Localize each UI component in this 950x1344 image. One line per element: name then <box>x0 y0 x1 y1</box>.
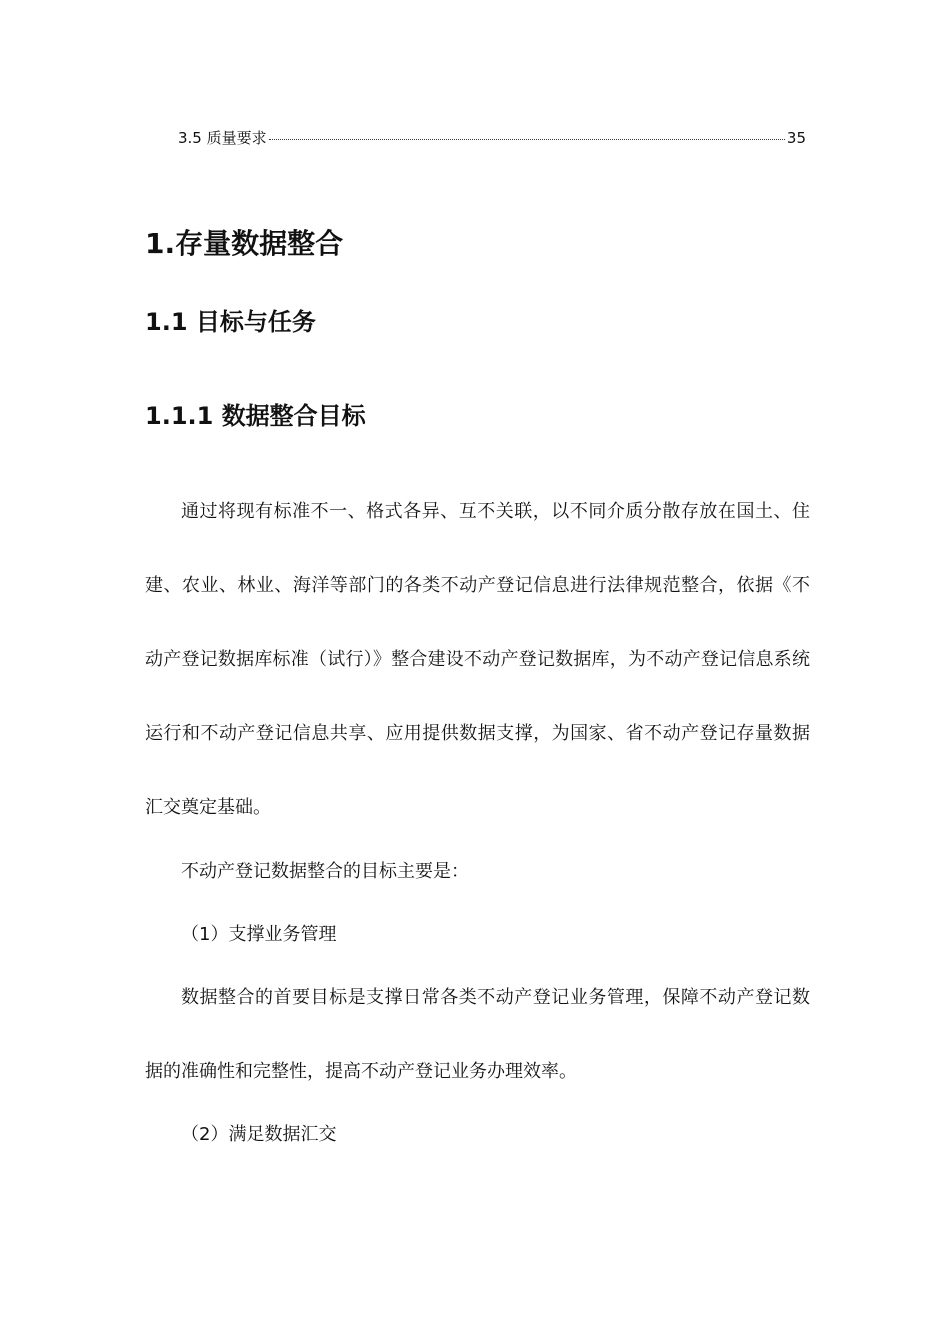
toc-entry-page-number: 35 <box>786 129 806 147</box>
toc-entry-label: 3.5 质量要求 <box>178 129 267 147</box>
toc-leader-dots <box>269 138 785 140</box>
goals-intro-line: 不动产登记数据整合的目标主要是： <box>181 861 469 882</box>
body-paragraph-business-support: 数据整合的首要目标是支撑日常各类不动产登记业务管理，保障不动产登记数据的准确性和完整性，提高不动产登记业务办理效率。 <box>145 987 810 1082</box>
section-heading: 1.1 目标与任务 <box>145 308 316 336</box>
chapter-heading: 1.存量数据整合 <box>145 227 344 260</box>
subsection-heading: 1.1.1 数据整合目标 <box>145 402 366 430</box>
toc-entry[interactable] <box>178 127 806 148</box>
body-paragraph-goals: 通过将现有标准不一、格式各异、互不关联，以不同介质分散存放在国土、住建、农业、林业、海洋等部门的各类不动产登记信息进行法律规范整合，依据《不动产登记数据库标准（试行）》整合建设不动产登记数据库，为不动产登记信息系统运行和不动产登记信息共享、应用提供数据支撑，为国家、省不动产登记存量数据汇交奠定基础。 <box>145 501 810 818</box>
goal-item-1-title: （1）支撑业务管理 <box>181 924 337 945</box>
goal-item-2-title: （2）满足数据汇交 <box>181 1124 337 1145</box>
